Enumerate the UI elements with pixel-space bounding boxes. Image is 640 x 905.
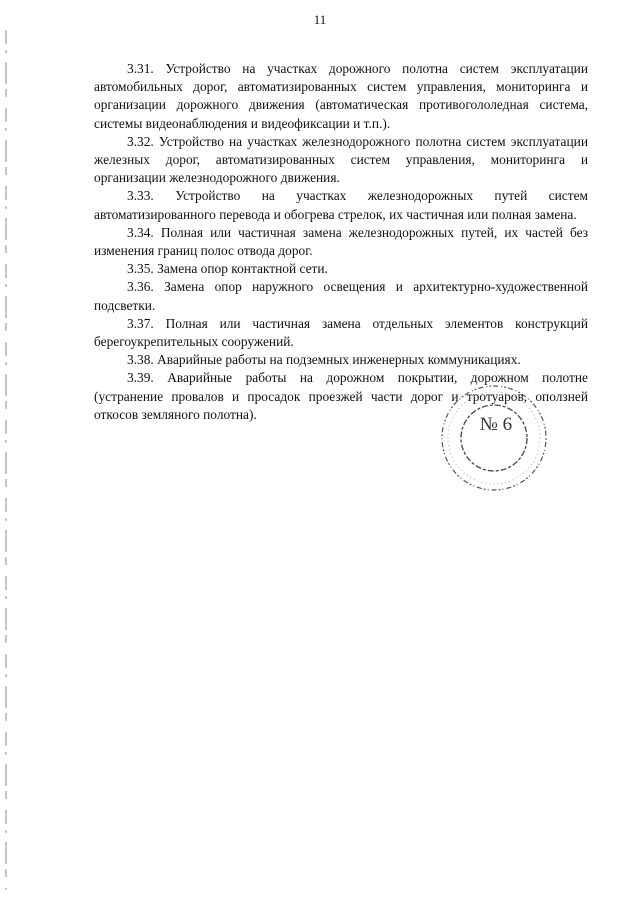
page-number: 11 xyxy=(313,12,327,27)
paragraph-3-39: 3.39. Аварийные работы на дорожном покрытии, дорожном полотне (устранение провалов и просадок проезжей части дорог и тротуаров, оползней откосов земляного полотна). xyxy=(94,370,588,422)
paragraph-3-36: 3.36. Замена опор наружного освещения и архитектурно-художественной подсветки. xyxy=(94,279,588,313)
paragraph-3-31: 3.31. Устройство на участках дорожного полотна систем эксплуатации автомобильных дорог, автоматизированных систем управления, мониторинга и организации дорожного движения (автоматическая противогололедная система, системы видеонаблюдения и видеофиксации и т.п.). xyxy=(94,61,588,131)
stamp-number-text: № 6 xyxy=(479,414,513,435)
scan-margin-line xyxy=(5,30,7,890)
document-body xyxy=(94,60,588,424)
paragraph-3-34: 3.34. Полная или частичная замена железнодорожных путей, их частей без изменения границ полос отвода дорог. xyxy=(94,224,588,259)
paragraph-3-38: 3.38. Аварийные работы на подземных инженерных коммуникациях. xyxy=(127,352,521,368)
paragraph-3-32: 3.32. Устройство на участках железнодорожного полотна систем эксплуатации железных дорог, автоматизированных систем управления, мониторинга и организации железнодорожного движения. xyxy=(94,133,588,186)
stamp-seal xyxy=(428,382,558,494)
paragraph-3-37: 3.37. Полная или частичная замена отдельных элементов конструкций берегоукрепительных сооружений. xyxy=(94,315,588,350)
paragraph-3-35: 3.35. Замена опор контактной сети. xyxy=(127,261,328,277)
paragraph-3-33: 3.33. Устройство на участках железнодорожных путей систем автоматизированного перевода и обогрева стрелок, их частичная или полная замена. xyxy=(94,188,588,222)
